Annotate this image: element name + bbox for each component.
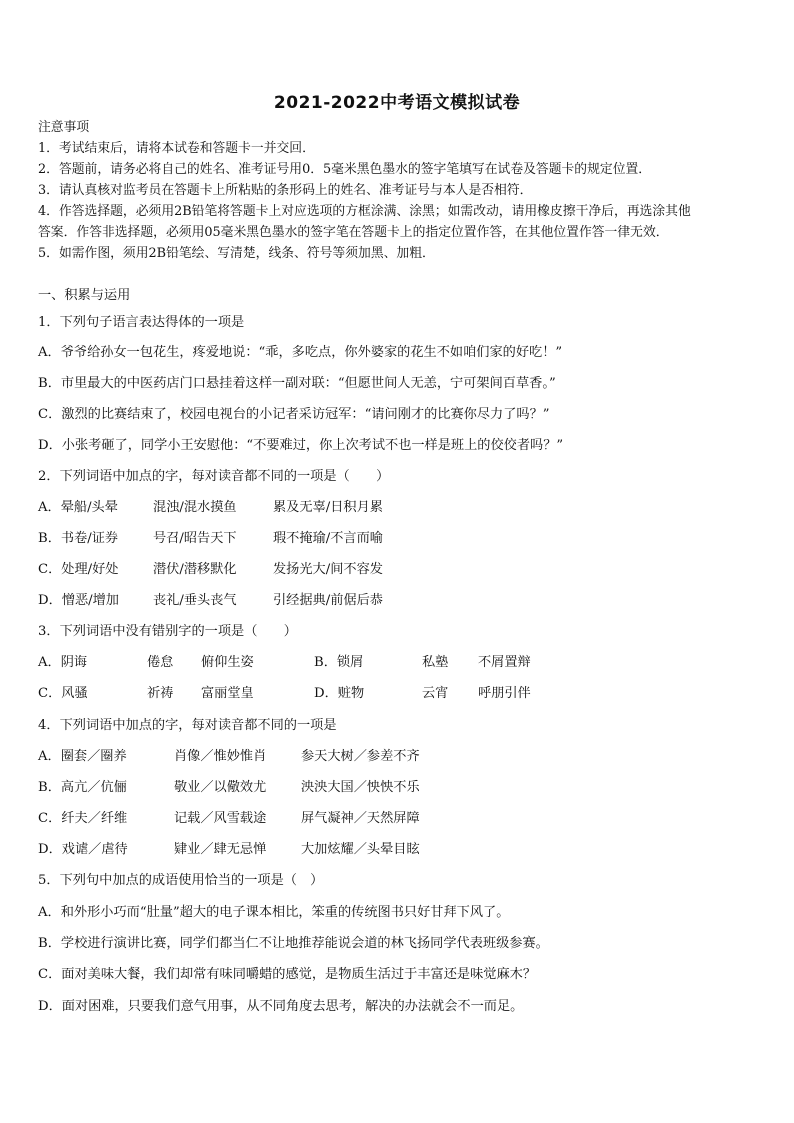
option-word: C．纤夫／纤维 [38,811,128,826]
option-word: 泱泱大国／怏怏不乐 [301,780,420,795]
option-word: 呼朋引伴 [478,686,531,701]
question-stem: 3．下列词语中没有错别字的一项是（ ） [38,624,297,639]
option-word: 倦怠 [147,655,174,670]
option-word: A．晕船/头晕 [38,500,118,515]
option-word: A．圈套／圈养 [38,749,127,764]
question-stem: 5．下列句中加点的成语使用恰当的一项是（ ） [38,873,324,888]
option-word: D．憎恶/增加 [38,593,119,608]
question-option: A．和外形小巧而“肚量”超大的电子课本相比，笨重的传统图书只好甘拜下风了。 [38,905,510,920]
option-word: 大加炫耀／头晕目眩 [301,842,420,857]
page-title: 2021-2022中考语文模拟试卷 [273,93,521,113]
question-option: C．激烈的比赛结束了，校园电视台的小记者采访冠军：“请问刚才的比赛你尽力了吗？” [38,407,550,422]
notice-item: 3．请认真核对监考员在答题卡上所粘贴的条形码上的姓名、准考证号与本人是否相符． [38,183,533,198]
question-option: D．小张考砸了，同学小王安慰他：“不要难过，你上次考试不也一样是班上的佼佼者吗？” [38,438,564,453]
option-word: 参天大树／参差不齐 [301,749,420,764]
question-option: B．市里最大的中医药店门口悬挂着这样一副对联：“但愿世间人无恙，宁可架间百草香。” [38,376,556,391]
option-word: 丧礼/垂头丧气 [153,593,237,608]
option-word: 累及无辜/日积月累 [273,500,383,515]
option-word: B．锁屑 [314,655,364,670]
option-word: 潜伏/潜移默化 [153,562,237,577]
option-word: C．风骚 [38,686,88,701]
question-option: D．面对困难，只要我们意气用事，从不同角度去思考，解决的办法就会不一而足。 [38,999,524,1014]
option-word: B．高亢／伉俪 [38,780,127,795]
question-stem: 2．下列词语中加点的字，每对读音都不同的一项是（ ） [38,469,390,484]
option-word: 记载／风雪载途 [174,811,267,826]
notice-item: 5．如需作图，须用2B铅笔绘、写清楚，线条、符号等须加黑、加粗． [38,246,435,261]
option-word: 敬业／以儆效尤 [174,780,267,795]
option-word: D．戏谑／虐待 [38,842,128,857]
notice-item: 答案．作答非选择题，必须用05毫米黑色墨水的签字笔在答题卡上的指定位置作答，在其他位置作答一律无效． [38,225,669,240]
option-word: 瑕不掩瑜/不言而喻 [273,531,383,546]
section-heading: 一、积累与运用 [38,288,131,303]
question-stem: 1．下列句子语言表达得体的一项是 [38,315,245,330]
notice-item: 4．作答选择题，必须用2B铅笔将答题卡上对应选项的方框涂满、涂黑；如需改动，请用橡皮擦干净后，再选涂其他 [38,204,691,219]
question-option: C．面对美味大餐，我们却常有味同嚼蜡的感觉，是物质生活过于丰富还是味觉麻木？ [38,967,537,982]
option-word: 肄业／肆无忌惮 [174,842,267,857]
option-word: 云宵 [422,686,449,701]
question-stem: 4．下列词语中加点的字，每对读音都不同的一项是 [38,718,337,733]
option-word: 号召/昭告天下 [153,531,237,546]
notice-item: 2．答题前，请务必将自己的姓名、准考证号用0．5毫米黑色墨水的签字笔填写在试卷及答题卡的规定位置． [38,162,652,177]
option-word: 引经据典/前倨后恭 [273,593,383,608]
option-word: 俯仰生姿 [201,655,254,670]
question-option: B．学校进行演讲比赛，同学们都当仁不让地推荐能说会道的林飞扬同学代表班级参赛。 [38,936,549,951]
option-word: D．赃物 [314,686,365,701]
option-word: 祈祷 [147,686,174,701]
option-word: 肖像／惟妙惟肖 [174,749,267,764]
option-word: B．书卷/证券 [38,531,119,546]
option-word: C．处理/好处 [38,562,119,577]
notice-item: 1．考试结束后，请将本试卷和答题卡一并交回． [38,141,315,156]
option-word: 富丽堂皇 [201,686,254,701]
option-word: 不屑置辩 [478,655,531,670]
option-word: 屏气凝神／天然屏障 [301,811,420,826]
option-word: A．阴诲 [38,655,88,670]
option-word: 发扬光大/间不容发 [273,562,383,577]
question-option: A．爷爷给孙女一包花生，疼爱地说：“乖，多吃点，你外婆家的花生不如咱们家的好吃！” [38,345,563,360]
notice-heading: 注意事项 [38,120,90,135]
option-word: 私塾 [422,655,449,670]
option-word: 混浊/混水摸鱼 [153,500,237,515]
